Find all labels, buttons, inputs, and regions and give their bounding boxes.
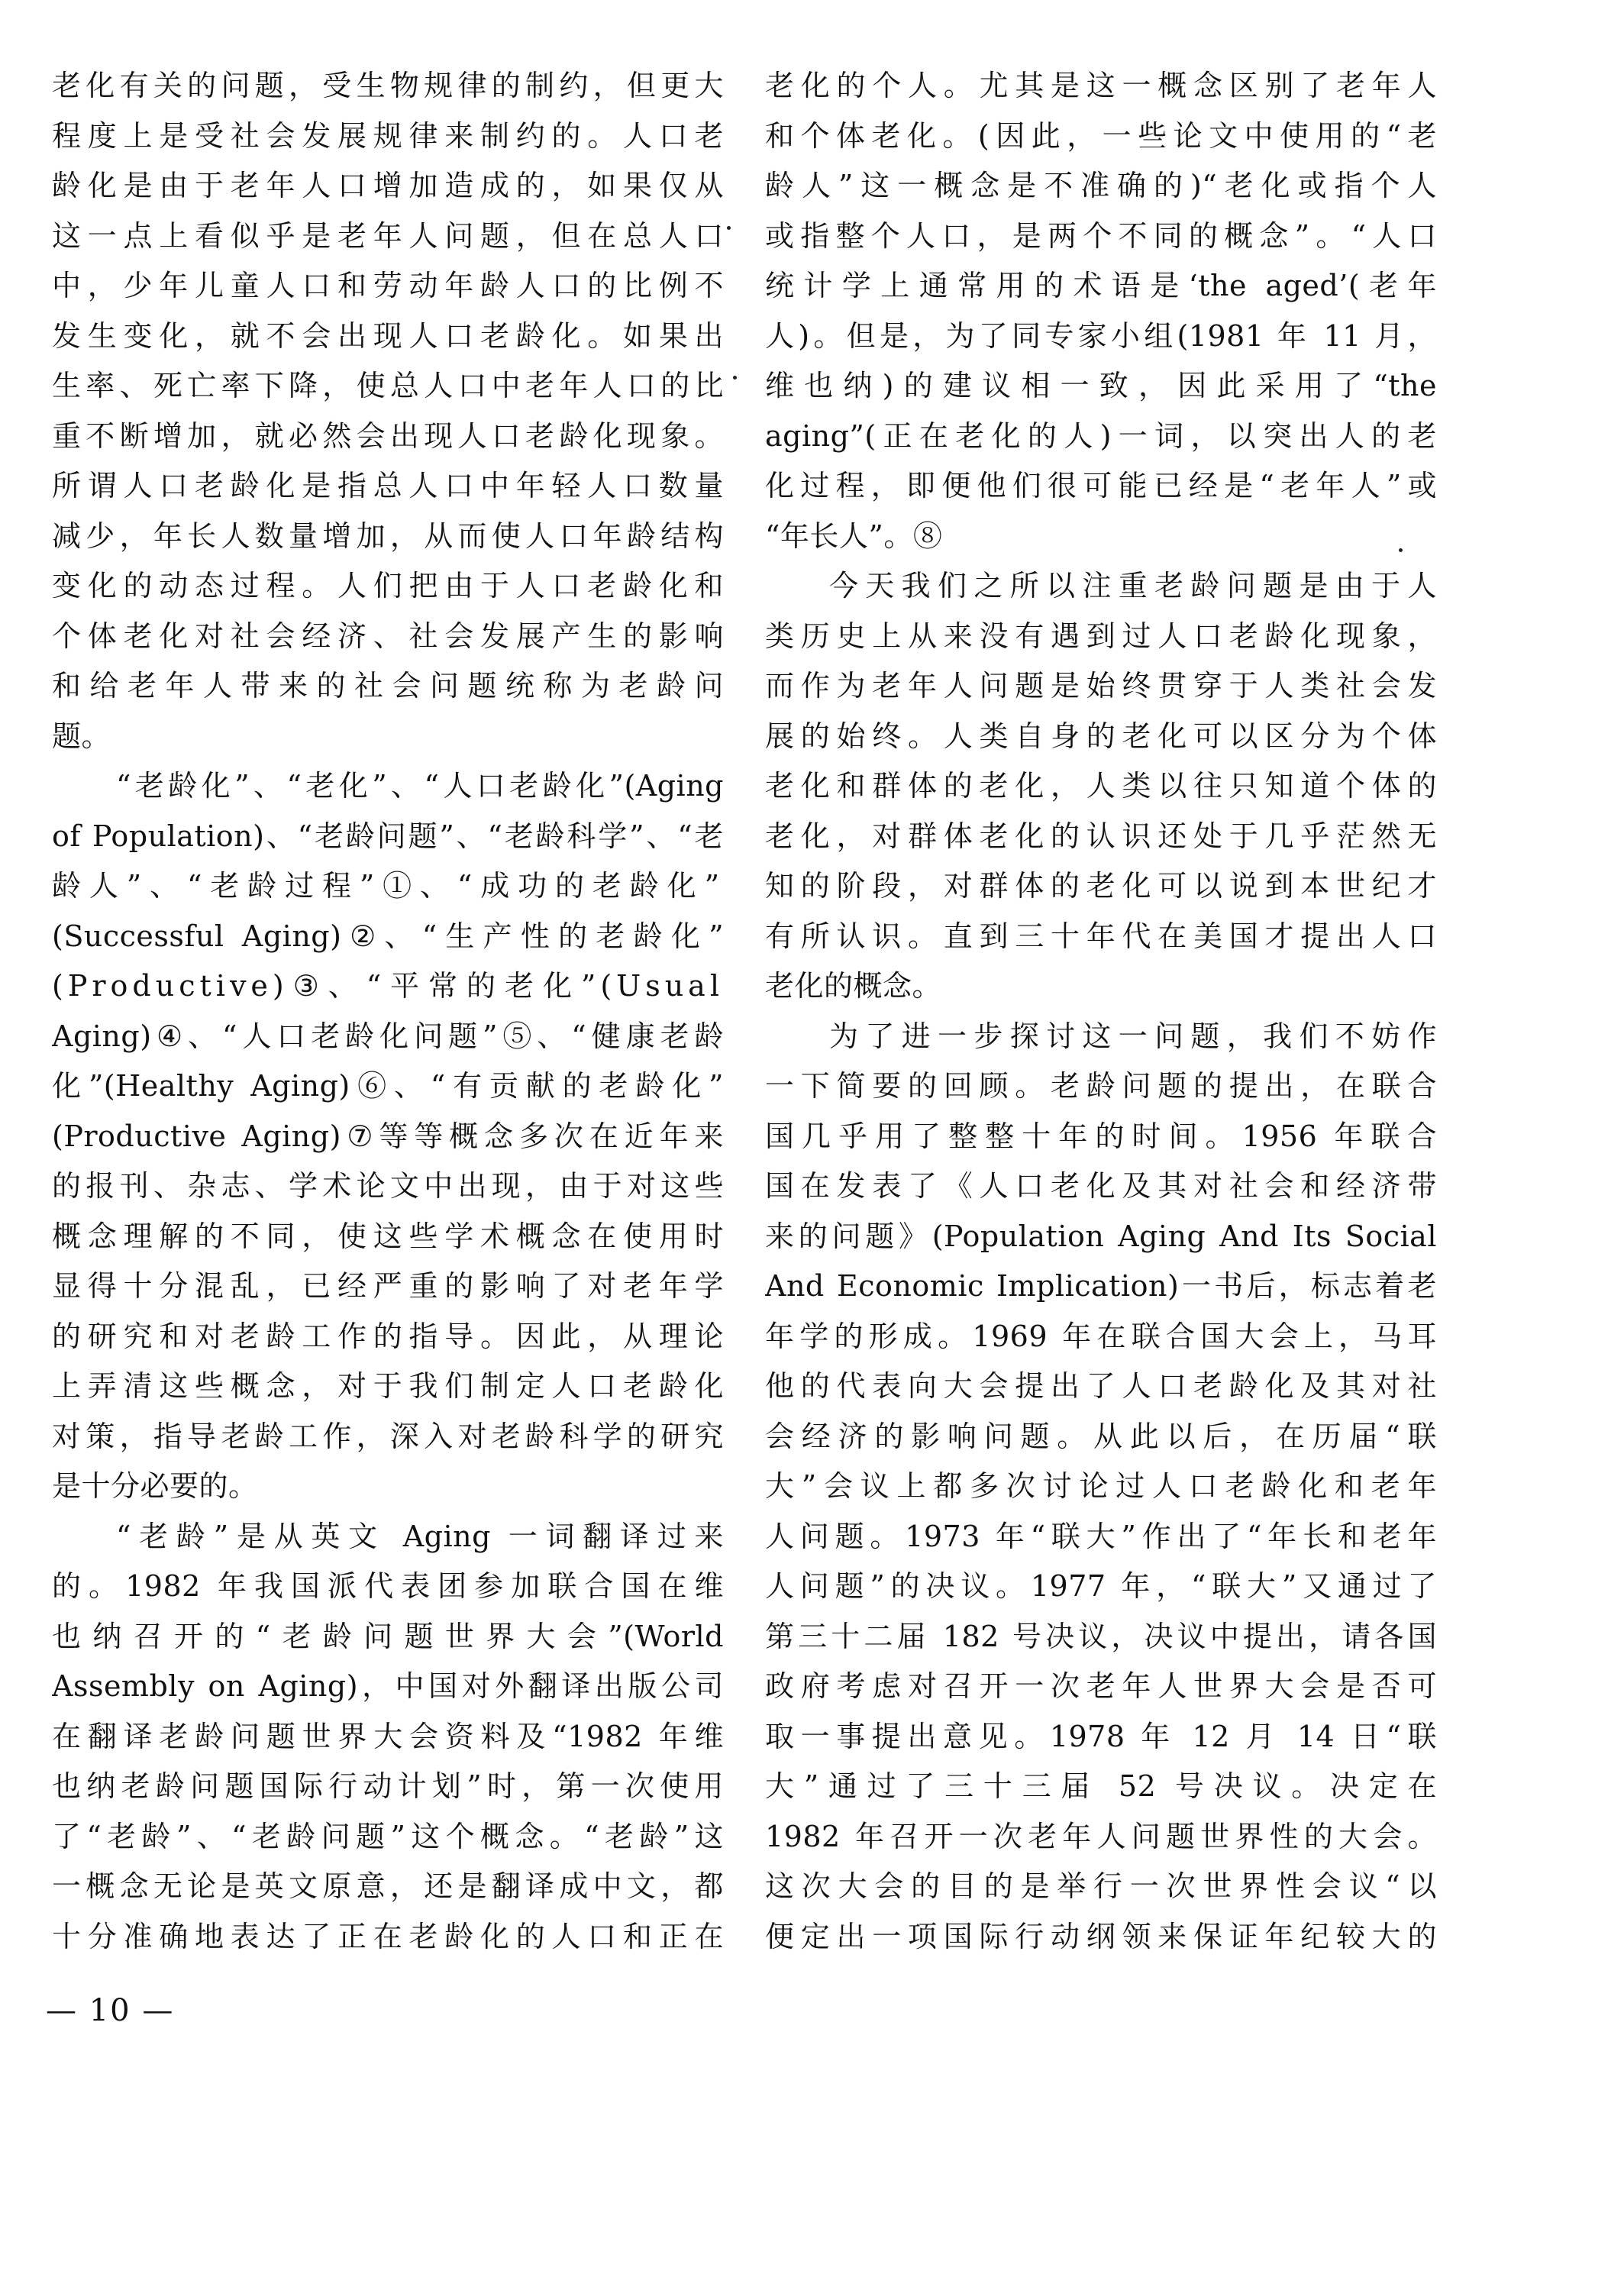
text-line: 政府考虑对召开一次老年人世界大会是否可 — [765, 1669, 1437, 1703]
text-line: 老化，对群体老化的认识还处于几乎茫然无 — [765, 819, 1437, 853]
text-line: 维也纳)的建议相一致，因此采用了“the — [765, 369, 1437, 402]
text-line: 也纳老龄问题国际行动计划”时，第一次使用 — [52, 1769, 724, 1803]
text-line: 生率、死亡率下降，使总人口中老年人口的比 — [52, 369, 724, 402]
text-line: 统计学上通常用的术语是‘the aged’(老年 — [765, 269, 1437, 302]
text-line: 人)。但是，为了同专家小组(1981 年 11 月， — [765, 318, 1437, 353]
text-line: 类历史上从来没有遇到过人口老龄化现象， — [765, 619, 1437, 653]
text-line: 国在发表了《人口老化及其对社会和经济带 — [765, 1169, 1437, 1203]
text-line: 为了进一步探讨这一问题，我们不妨作 — [829, 1019, 1437, 1053]
scan-speck — [1399, 548, 1403, 552]
text-line: 龄人”、“老龄过程”①、“成功的老龄化” — [52, 869, 724, 903]
text-line: 上弄清这些概念，对于我们制定人口老龄化 — [52, 1369, 724, 1403]
text-line: (Productive)③、“平常的老化”(Usual — [52, 969, 724, 1003]
text-line: 龄人”这一概念是不准确的)“老化或指个人 — [765, 169, 1437, 202]
text-line: 来的问题》(Population Aging And Its Social — [765, 1219, 1437, 1253]
text-line: 和给老年人带来的社会问题统称为老龄问 — [52, 669, 724, 703]
text-line: 今天我们之所以注重老龄问题是由于人 — [829, 569, 1437, 602]
text-line: (Successful Aging)②、“生产性的老龄化” — [52, 919, 724, 953]
text-line: “年长人”。⑧ — [765, 519, 943, 553]
text-line: 程度上是受社会发展规律来制约的。人口老 — [52, 118, 724, 153]
text-line: 化”(Healthy Aging)⑥、“有贡献的老龄化” — [52, 1069, 724, 1103]
text-line: 的报刊、杂志、学术论文中出现，由于对这些 — [52, 1169, 724, 1203]
text-line: 减少，年长人数量增加，从而使人口年龄结构 — [52, 519, 724, 553]
text-line: 这一点上看似乎是老年人问题，但在总人口 — [52, 218, 724, 253]
text-line: 大”会议上都多次讨论过人口老龄化和老年 — [765, 1469, 1437, 1503]
text-line: 对策，指导老龄工作，深入对老龄科学的研究 — [52, 1419, 724, 1453]
text-line: 国几乎用了整整十年的时间。1956 年联合 — [765, 1119, 1437, 1153]
text-line: aging”(正在老化的人)一词，以突出人的老 — [765, 418, 1437, 453]
text-line: 人问题”的决议。1977 年，“联大”又通过了 — [765, 1569, 1437, 1603]
text-line: 第三十二届 182 号决议，决议中提出，请各国 — [765, 1619, 1437, 1653]
text-line: And Economic Implication)一书后，标志着老 — [765, 1269, 1437, 1303]
text-line: 有所认识。直到三十年代在美国才提出人口 — [765, 919, 1437, 953]
text-line: “老龄化”、“老化”、“人口老龄化”(Aging — [116, 769, 724, 803]
text-line: 的研究和对老龄工作的指导。因此，从理论 — [52, 1319, 724, 1353]
text-line: 一概念无论是英文原意，还是翻译成中文，都 — [52, 1869, 724, 1903]
text-line: 个体老化对社会经济、社会发展产生的影响 — [52, 619, 724, 653]
text-line: 了“老龄”、“老龄问题”这个概念。“老龄”这 — [52, 1819, 724, 1853]
text-line: 是十分必要的。 — [52, 1469, 258, 1503]
text-line: 所谓人口老龄化是指总人口中年轻人口数量 — [52, 469, 724, 502]
text-line: 会经济的影响问题。从此以后，在历届“联 — [765, 1419, 1437, 1453]
text-line: 这次大会的目的是举行一次世界性会议“以 — [765, 1869, 1437, 1903]
text-line: 老化和群体的老化，人类以往只知道个体的 — [765, 769, 1437, 803]
text-line: 知的阶段，对群体的老化可以说到本世纪才 — [765, 869, 1437, 903]
text-line: 年学的形成。1969 年在联合国大会上，马耳 — [765, 1319, 1437, 1353]
text-line: 取一事提出意见。1978 年 12 月 14 日“联 — [765, 1719, 1437, 1753]
text-line: 中，少年儿童人口和劳动年龄人口的比例不 — [52, 269, 724, 302]
scan-speck — [727, 226, 731, 230]
text-line: 大”通过了三十三届 52 号决议。决定在 — [765, 1769, 1437, 1803]
text-line: 老化的概念。 — [765, 969, 942, 1003]
text-line: “老龄”是从英文 Aging 一词翻译过来 — [116, 1519, 724, 1553]
text-line: 他的代表向大会提出了人口老龄化及其对社 — [765, 1369, 1437, 1403]
scan-speck — [733, 376, 737, 380]
text-line: 显得十分混乱，已经严重的影响了对老年学 — [52, 1269, 724, 1303]
text-line: 概念理解的不同，使这些学术概念在使用时 — [52, 1219, 724, 1253]
text-line: 重不断增加，就必然会出现人口老龄化现象。 — [52, 418, 724, 453]
text-line: (Productive Aging)⑦等等概念多次在近年来 — [52, 1119, 724, 1153]
text-line: of Population)、“老龄问题”、“老龄科学”、“老 — [52, 819, 724, 853]
text-line: Aging)④、“人口老龄化问题”⑤、“健康老龄 — [52, 1019, 724, 1053]
text-line: 和个体老化。(因此，一些论文中使用的“老 — [765, 118, 1437, 153]
text-line: 十分准确地表达了正在老龄化的人口和正在 — [52, 1919, 724, 1953]
text-line: 1982 年召开一次老年人问题世界性的大会。 — [765, 1819, 1437, 1853]
text-line: 展的始终。人类自身的老化可以区分为个体 — [765, 719, 1437, 753]
text-line: 化过程，即便他们很可能已经是“老年人”或 — [765, 469, 1437, 502]
text-line: 老化有关的问题，受生物规律的制约，但更大 — [52, 69, 724, 102]
text-line: 在翻译老龄问题世界大会资料及“1982 年维 — [52, 1719, 724, 1753]
text-line: 而作为老年人问题是始终贯穿于人类社会发 — [765, 669, 1437, 703]
text-line: 也纳召开的“老龄问题世界大会”(World — [52, 1619, 724, 1653]
text-line: 或指整个人口，是两个不同的概念”。“人口 — [765, 218, 1437, 253]
left-text-column — [52, 61, 724, 1962]
text-line: 一下简要的回顾。老龄问题的提出，在联合 — [765, 1069, 1437, 1103]
page-number: — 10 — — [46, 1993, 175, 2028]
text-line: Assembly on Aging)，中国对外翻译出版公司 — [52, 1669, 724, 1703]
text-line: 变化的动态过程。人们把由于人口老龄化和 — [52, 569, 724, 602]
right-text-column — [765, 61, 1437, 1962]
text-line: 老化的个人。尤其是这一概念区别了老年人 — [765, 69, 1437, 102]
text-line: 人问题。1973 年“联大”作出了“年长和老年 — [765, 1519, 1437, 1553]
text-line: 的。1982 年我国派代表团参加联合国在维 — [52, 1569, 724, 1603]
text-line: 题。 — [52, 719, 111, 753]
text-line: 龄化是由于老年人口增加造成的，如果仅从 — [52, 169, 724, 202]
text-line: 发生变化，就不会出现人口老龄化。如果出 — [52, 318, 724, 353]
text-line: 便定出一项国际行动纲领来保证年纪较大的 — [765, 1919, 1437, 1953]
